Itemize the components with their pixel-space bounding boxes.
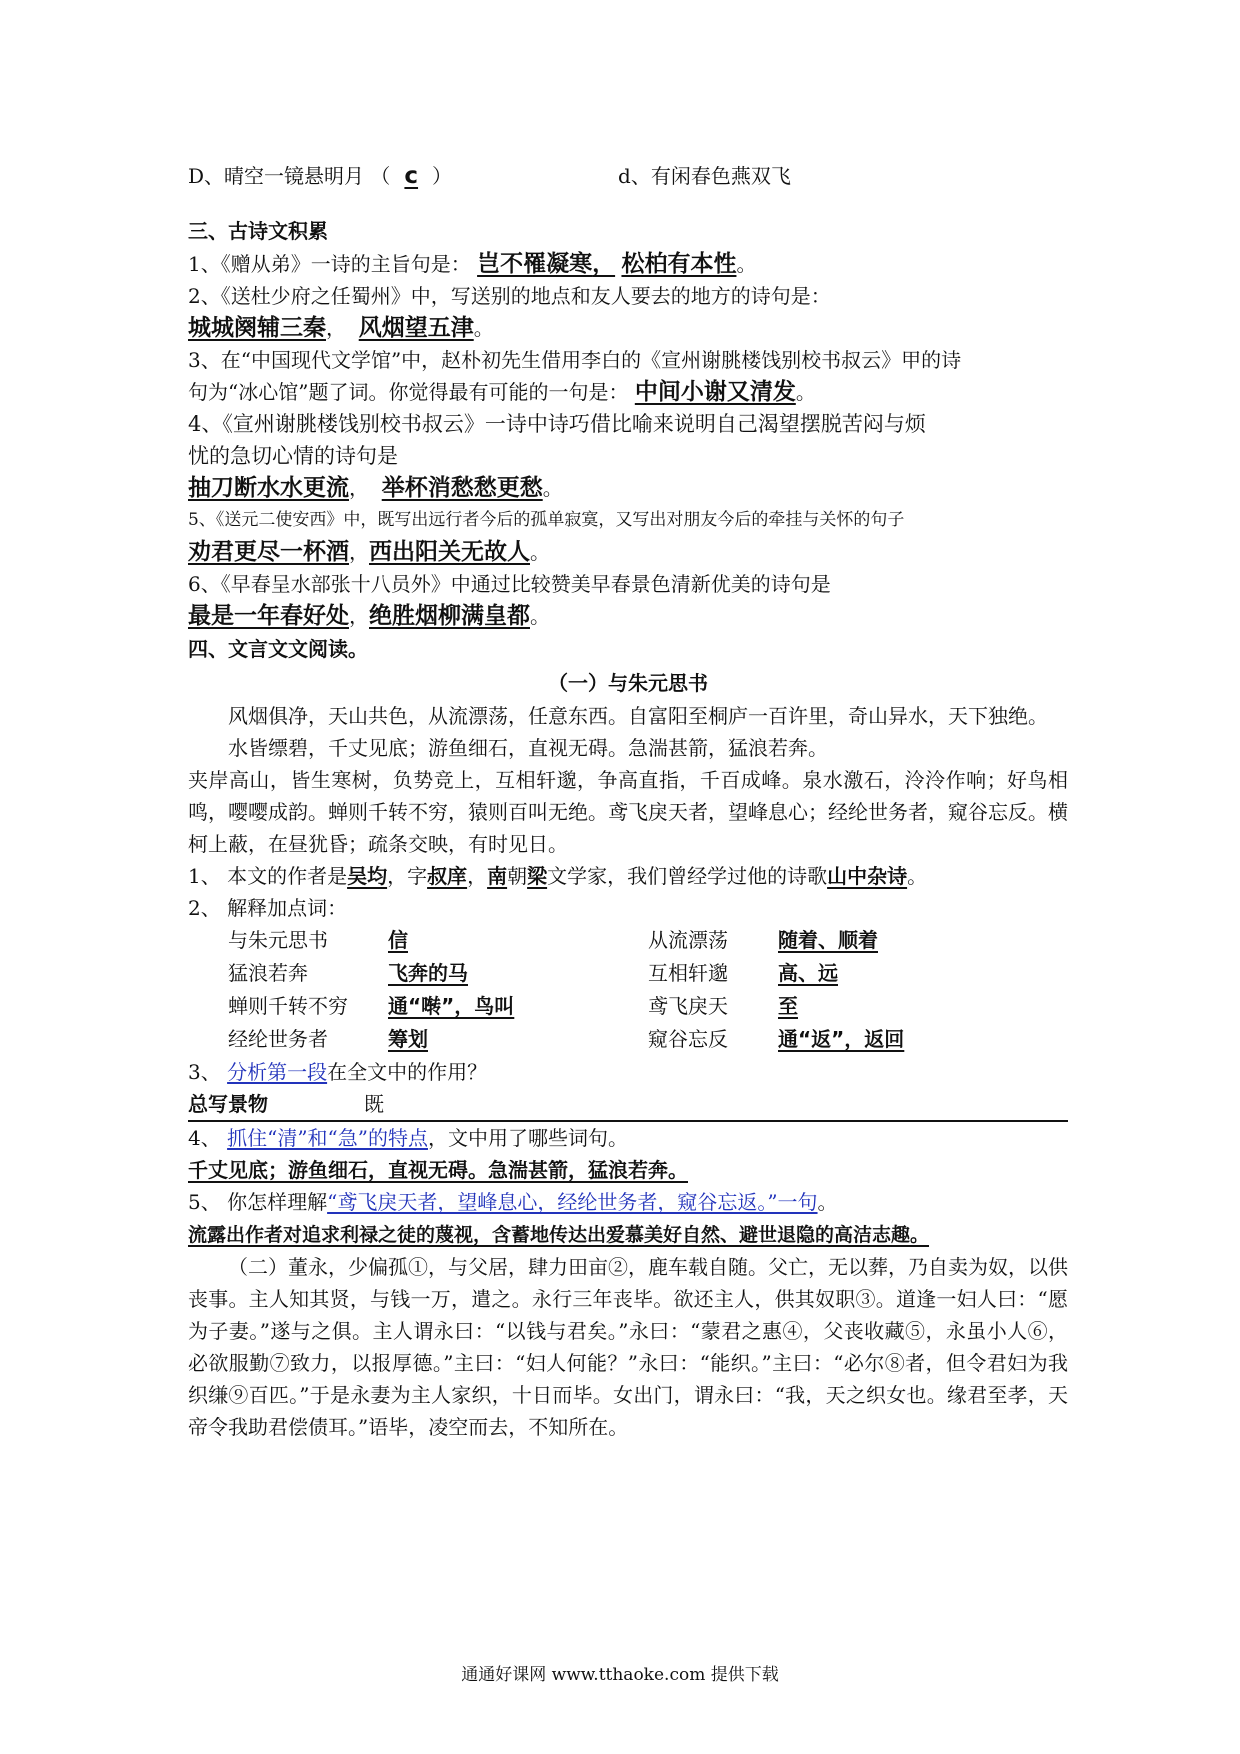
s4-q2: 2、 解释加点词：	[188, 896, 348, 920]
passage-1-p2: 水皆缥碧，千丈见底；游鱼细石，直视无碍。急湍甚箭，猛浪若奔。	[228, 736, 828, 760]
passage-1-title: （一）与朱元思书	[548, 671, 708, 695]
q3-link[interactable]: 分析第一段	[227, 1060, 328, 1084]
s4-q4-answer: 千丈见底；游鱼细石，直视无碍。急湍甚箭，猛浪若奔。	[188, 1158, 688, 1182]
passage-1-p3: 夹岸高山，皆生寒树，负势竞上，互相轩邈，争高直指，千百成峰。泉水激石，泠泠作响；好鸟相鸣，嘤嘤成韵。蝉则千转不穷，猿则百叫无绝。鸢飞戾天者，望峰息心；经纶世务者，窥谷忘反。横柯上蔽，在昼犹昏；疏条交映，有时见日。	[188, 768, 1068, 856]
s3-q1: 1、《赠从弟》一诗的主旨句是： 岂不罹凝寒， 松柏有本性。	[188, 251, 757, 277]
s3-q5: 5、《送元二使安西》中，既写出远行者今后的孤单寂寞，又写出对朋友今后的牵挂与关怀的句子	[188, 510, 905, 530]
gloss-row: 猛浪若奔 飞奔的马 互相轩邈 高、远	[228, 961, 838, 985]
q4-link[interactable]: 抓住“清”和“急”的特点	[227, 1126, 428, 1150]
s4-q3-answer: 总写景物 既	[188, 1088, 1068, 1122]
section-4-heading: 四、文言文文阅读。	[188, 637, 368, 661]
s4-q1: 1、 本文的作者是吴均，字叔庠，南朝梁文学家，我们曾经学过他的诗歌山中杂诗。	[188, 864, 928, 888]
s3-q4-line2: 忧的急切心情的诗句是	[188, 444, 398, 468]
s4-q2-table	[188, 924, 1068, 1056]
section-3-heading: 三、古诗文积累	[188, 219, 328, 243]
gloss-row: 与朱元思书 信 从流漂荡 随着、顺着	[228, 928, 878, 952]
option-line-d	[188, 160, 1068, 192]
s4-q3: 3、 分析第一段在全文中的作用？	[188, 1060, 488, 1084]
s3-q4-answer: 抽刀断水水更流， 举杯消愁愁更愁。	[188, 475, 563, 501]
s4-q5-answer: 流露出作者对追求利禄之徒的蔑视，含蓄地传达出爱慕美好自然、避世退隐的高洁志趣。	[188, 1224, 930, 1246]
s3-q5-answer: 劝君更尽一杯酒，西出阳关无故人。	[188, 539, 550, 565]
s3-q4-line1: 4、《宣州谢朓楼饯别校书叔云》一诗中诗巧借比喻来说明自己渴望摆脱苦闷与烦	[188, 412, 926, 436]
page-footer: 通通好课网 www.tthaoke.com 提供下载	[461, 1665, 779, 1685]
document-page	[188, 160, 1068, 1443]
option-d-answer: c	[404, 163, 419, 189]
q5-link[interactable]: “鸢飞戾天者，望峰息心，经纶世务者，窥谷忘返。”一句	[327, 1190, 818, 1214]
option-d-lower: d、有闲春色燕双飞	[618, 164, 791, 188]
s3-q2-answer: 城城阕辅三秦， 风烟望五津。	[188, 315, 494, 341]
s3-q6: 6、《早春呈水部张十八员外》中通过比较赞美早春景色清新优美的诗句是	[188, 572, 831, 596]
passage-1-p1: 风烟俱净，天山共色，从流漂荡，任意东西。自富阳至桐庐一百许里，奇山异水，天下独绝。	[228, 704, 1048, 728]
s4-q5: 5、 你怎样理解“鸢飞戾天者，望峰息心，经纶世务者，窥谷忘返。”一句。	[188, 1190, 838, 1214]
s3-q3-line2: 句为“冰心馆”题了词。你觉得最有可能的一句是： 中间小谢又清发。	[188, 379, 816, 405]
gloss-row: 蝉则千转不穷 通“啭”，鸟叫 鸢飞戾天 至	[228, 994, 798, 1018]
s3-q6-answer: 最是一年春好处，绝胜烟柳满皇都。	[188, 603, 550, 629]
s3-q3-line1: 3、在“中国现代文学馆”中，赵朴初先生借用李白的《宣州谢朓楼饯别校书叔云》甲的诗	[188, 348, 962, 372]
option-d-close: ）	[432, 164, 453, 188]
s3-q2: 2、《送杜少府之任蜀州》中，写送别的地点和友人要去的地方的诗句是：	[188, 284, 831, 308]
option-d-text: D、晴空一镜悬明月 （	[188, 164, 391, 188]
gloss-row: 经纶世务者 筹划 窥谷忘反 通“返”，返回	[228, 1027, 905, 1051]
s4-q4: 4、 抓住“清”和“急”的特点，文中用了哪些词句。	[188, 1126, 628, 1150]
passage-2: （二）董永，少偏孤①，与父居，肆力田亩②，鹿车载自随。父亡，无以葬，乃自卖为奴，以供丧事。主人知其贤，与钱一万，遣之。永行三年丧毕。欲还主人，供其奴职③。道逢一妇人曰：“愿为子妻。”遂与之俱。主人谓永曰：“以钱与君矣。”永曰：“蒙君之惠④，父丧收藏⑤，永虽小人⑥，必欲服勤⑦致力，以报厚德。”主曰：“妇人何能？”永曰：“能织。”主曰：“必尔⑧者，但令君妇为我织缣⑨百匹。”于是永妻为主人家织，十日而毕。女出门，谓永曰：“我，天之织女也。缘君至孝，天帝令我助君偿债耳。”语毕，凌空而去，不知所在。	[188, 1255, 1068, 1439]
